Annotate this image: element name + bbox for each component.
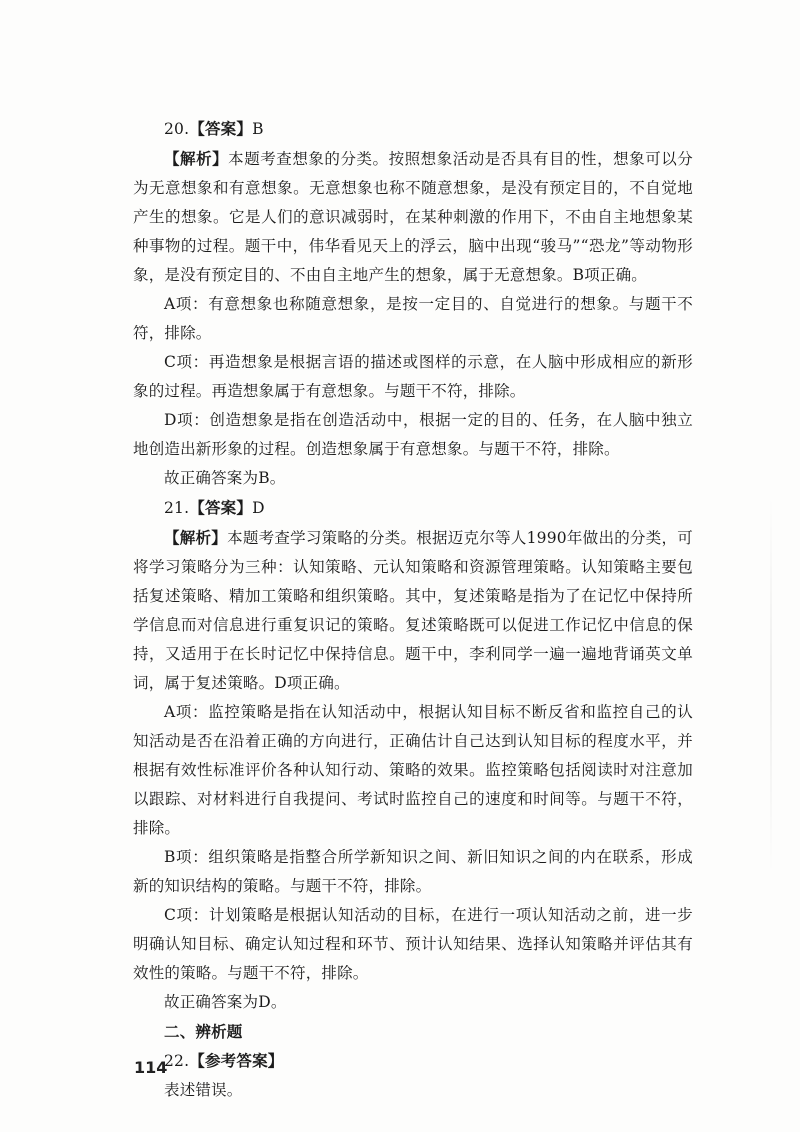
q21-conclusion: 故正确答案为D。 <box>164 993 287 1011</box>
q20-analysis <box>133 144 693 290</box>
q21-analysis <box>133 523 693 698</box>
q20-analysis-text: 本题考查想象的分类。按照想象活动是否具有目的性，想象可以分为无意想象和有意想象。无意想象也称不随意想象，是没有预定目的，不自觉地产生的想象。它是人们的意识减弱时，在某种刺激的作用下，不由自主地想象某种事物的过程。题干中，伟华看见天上的浮云，脑中出现“骏马”“恐龙”等动物形象，是没有预定目的、不由自主地产生的想象，属于无意想象。B项正确。 <box>133 150 693 284</box>
q22-text: 表述错误。 <box>164 1081 243 1099</box>
q21-analysis-tag: 【解析】 <box>164 528 228 547</box>
q21-analysis-text: 本题考查学习策略的分类。根据迈克尔等人1990年做出的分类，可将学习策略分为三种：认知策略、元认知策略和资源管理策略。认知策略主要包括复述策略、精加工策略和组织策略。其中，复述策略是指为了在记忆中保持所学信息而对信息进行重复识记的策略。复述策略既可以促进工作记忆中信息的保持，又适用于在长时记忆中保持信息。题干中，李利同学一遍一遍地背诵英文单词，属于复述策略。D项正确。 <box>133 529 693 692</box>
q20-option-a: A项：有意想象也称随意想象，是按一定目的、自觉进行的想象。与题干不符，排除。 <box>133 295 693 342</box>
q20-number: 20. <box>164 120 190 138</box>
q20-option-c: C项：再造想象是根据言语的描述或图样的示意，在人脑中形成相应的新形象的过程。再造想象属于有意想象。与题干不符，排除。 <box>133 353 693 400</box>
q22-number: 22. <box>164 1052 190 1070</box>
q21-option-b: B项：组织策略是指整合所学新知识之间、新旧知识之间的内在联系，形成新的知识结构的策略。与题干不符，排除。 <box>133 848 693 895</box>
q20-analysis-tag: 【解析】 <box>164 149 229 168</box>
q21-option-a: A项：监控策略是指在认知活动中，根据认知目标不断反省和监控自己的认知活动是否在沿着正确的方向进行，正确估计自己达到认知目标的程度水平，并根据有效性标准评价各种认知行动、策略的效果。监控策略包括阅读时对注意加以跟踪、对材料进行自我提问、考试时监控自己的速度和时间等。与题干不符，排除。 <box>133 703 693 837</box>
q20-conclusion: 故正确答案为B。 <box>164 469 286 487</box>
document-body <box>133 114 693 1105</box>
q21-answer-value: D <box>252 499 265 517</box>
q20-answer-line <box>133 114 693 144</box>
q21-number: 21. <box>164 499 190 517</box>
section-heading: 二、辨析题 <box>164 1022 243 1041</box>
q20-option-d: D项：创造想象是指在创造活动中，根据一定的目的、任务，在人脑中独立地创造出新形象的过程。创造想象属于有意想象。与题干不符，排除。 <box>133 411 693 458</box>
q20-answer-tag: 【答案】 <box>189 119 253 138</box>
q21-answer-tag: 【答案】 <box>189 498 253 517</box>
q22-answer-tag: 【参考答案】 <box>189 1051 284 1070</box>
q20-answer-value: B <box>252 120 264 138</box>
page-number: 114 <box>134 1058 168 1077</box>
q22-answer-line <box>133 1046 693 1076</box>
q21-option-c: C项：计划策略是根据认知活动的目标，在进行一项认知活动之前，进一步明确认知目标、确定认知过程和环节、预计认知结果、选择认知策略并评估其有效性的策略。与题干不符，排除。 <box>133 906 693 982</box>
q21-answer-line <box>133 493 693 523</box>
page-edge-shadow <box>770 495 772 875</box>
